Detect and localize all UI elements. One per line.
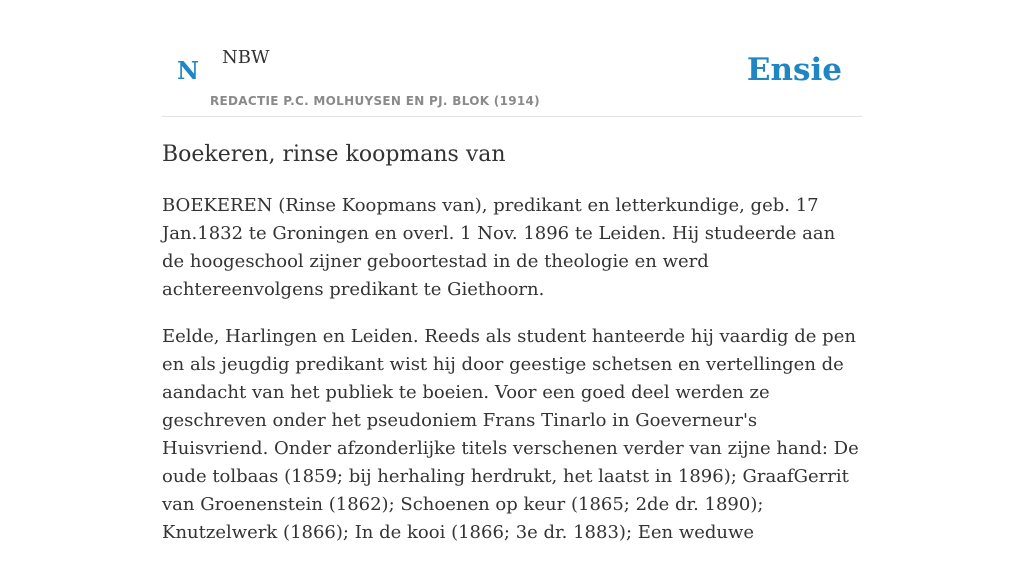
brand-logo[interactable]: Ensie [746, 52, 842, 88]
entry-paragraph: BOEKEREN (Rinse Koopmans van), predikant en letterkundige, geb. 17 Jan.1832 te Groningen en overl. 1 Nov. 1896 te Leiden. Hij studeerde aan de hoogeschool zijner geboortestad in de theologie en werd achtereenvolgens predikant te Giethoorn. [162, 195, 836, 300]
source-name[interactable]: NBW [222, 47, 270, 68]
entry-paragraph: Eelde, Harlingen en Leiden. Reeds als student hanteerde hij vaardig de pen en als jeugdig predikant wist hij door geestige schetsen en vertellingen de aandacht van het publiek te boeien. Voor een goed deel werden ze geschreven onder het pseudoniem Frans Tinarlo in Goeverneur's Huisvriend. Onder afzonderlijke titels verschenen verder van zijne hand: De oude tolbaas (1859; bij herhaling herdrukt, het laatst in 1896); GraafGerrit van Groenenstein (1862); Schoenen op keur (1865; 2de dr. 1890); Knutzelwerk (1866); In de kooi (1866; 3e dr. 1883); Een weduwe [162, 326, 859, 543]
source-header [162, 0, 862, 117]
source-subtitle: REDACTIE P.C. MOLHUYSEN EN PJ. BLOK (1914) [210, 94, 540, 108]
entry-title: Boekeren, rinse koopmans van [162, 142, 506, 167]
entry-body [162, 192, 862, 566]
source-logo[interactable]: N [177, 56, 199, 85]
